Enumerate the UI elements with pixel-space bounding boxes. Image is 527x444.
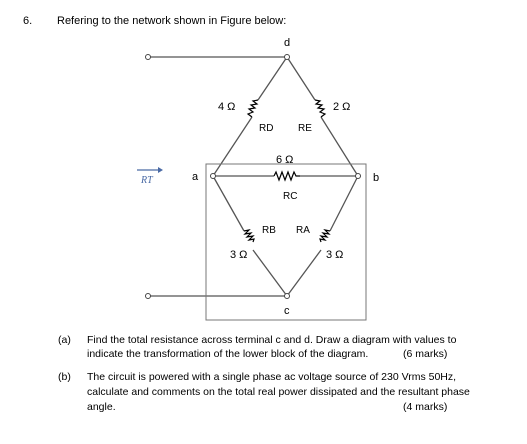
terminal-bottom [146, 294, 151, 299]
question-intro: Refering to the network shown in Figure below: [57, 15, 287, 27]
wire-d-to-re [287, 57, 315, 100]
node-d-label: d [284, 37, 291, 49]
resistor-rd-symbol [248, 100, 258, 117]
rd-value: 4 Ω [218, 101, 236, 113]
resistor-re-symbol [315, 100, 325, 117]
part-b-line-3: angle. [87, 401, 116, 413]
wire-rd-to-a [213, 117, 252, 176]
rb-name: RB [262, 225, 276, 236]
part-a-label: (a) [58, 334, 71, 346]
wire-a-to-rb [213, 176, 244, 231]
ra-name: RA [296, 225, 310, 236]
wire-re-to-b [321, 117, 358, 176]
question-number: 6. [23, 15, 33, 27]
node-d-dot [285, 55, 290, 60]
rc-value: 6 Ω [276, 154, 294, 166]
resistor-ra-symbol [320, 230, 330, 242]
resistor-rb-symbol [244, 230, 254, 242]
node-c-label: c [284, 305, 290, 317]
rt-label: RT [141, 175, 153, 186]
node-b-dot [356, 174, 361, 179]
terminal-top [146, 55, 151, 60]
re-name: RE [298, 123, 312, 134]
wire-d-to-rd [258, 57, 287, 100]
wire-rb-to-c [253, 250, 287, 296]
resistor-rc-symbol [274, 172, 300, 180]
rb-value: 3 Ω [230, 249, 248, 261]
wire-ra-to-c [287, 250, 321, 296]
node-b-label: b [373, 172, 380, 184]
node-c-dot [285, 294, 290, 299]
node-a-label: a [192, 171, 199, 183]
part-a-marks: (6 marks) [403, 348, 448, 360]
part-b-label: (b) [58, 371, 71, 383]
rt-arrow-head [158, 167, 163, 173]
part-a-line-1: Find the total resistance across terminal c and d. Draw a diagram with values to [87, 334, 457, 346]
part-a-line-2: indicate the transformation of the lower block of the diagram. [87, 348, 369, 360]
rd-name: RD [259, 123, 274, 134]
re-value: 2 Ω [333, 101, 351, 113]
part-b-line-1: The circuit is powered with a single phase ac voltage source of 230 Vrms 50Hz, [87, 371, 457, 383]
part-b-marks: (4 marks) [403, 401, 448, 413]
part-b-line-2: calculate and comments on the total real power dissipated and the resultant phase [87, 386, 470, 398]
node-a-dot [211, 174, 216, 179]
ra-value: 3 Ω [326, 249, 344, 261]
rc-name: RC [283, 191, 298, 202]
wire-b-to-ra [330, 176, 358, 231]
